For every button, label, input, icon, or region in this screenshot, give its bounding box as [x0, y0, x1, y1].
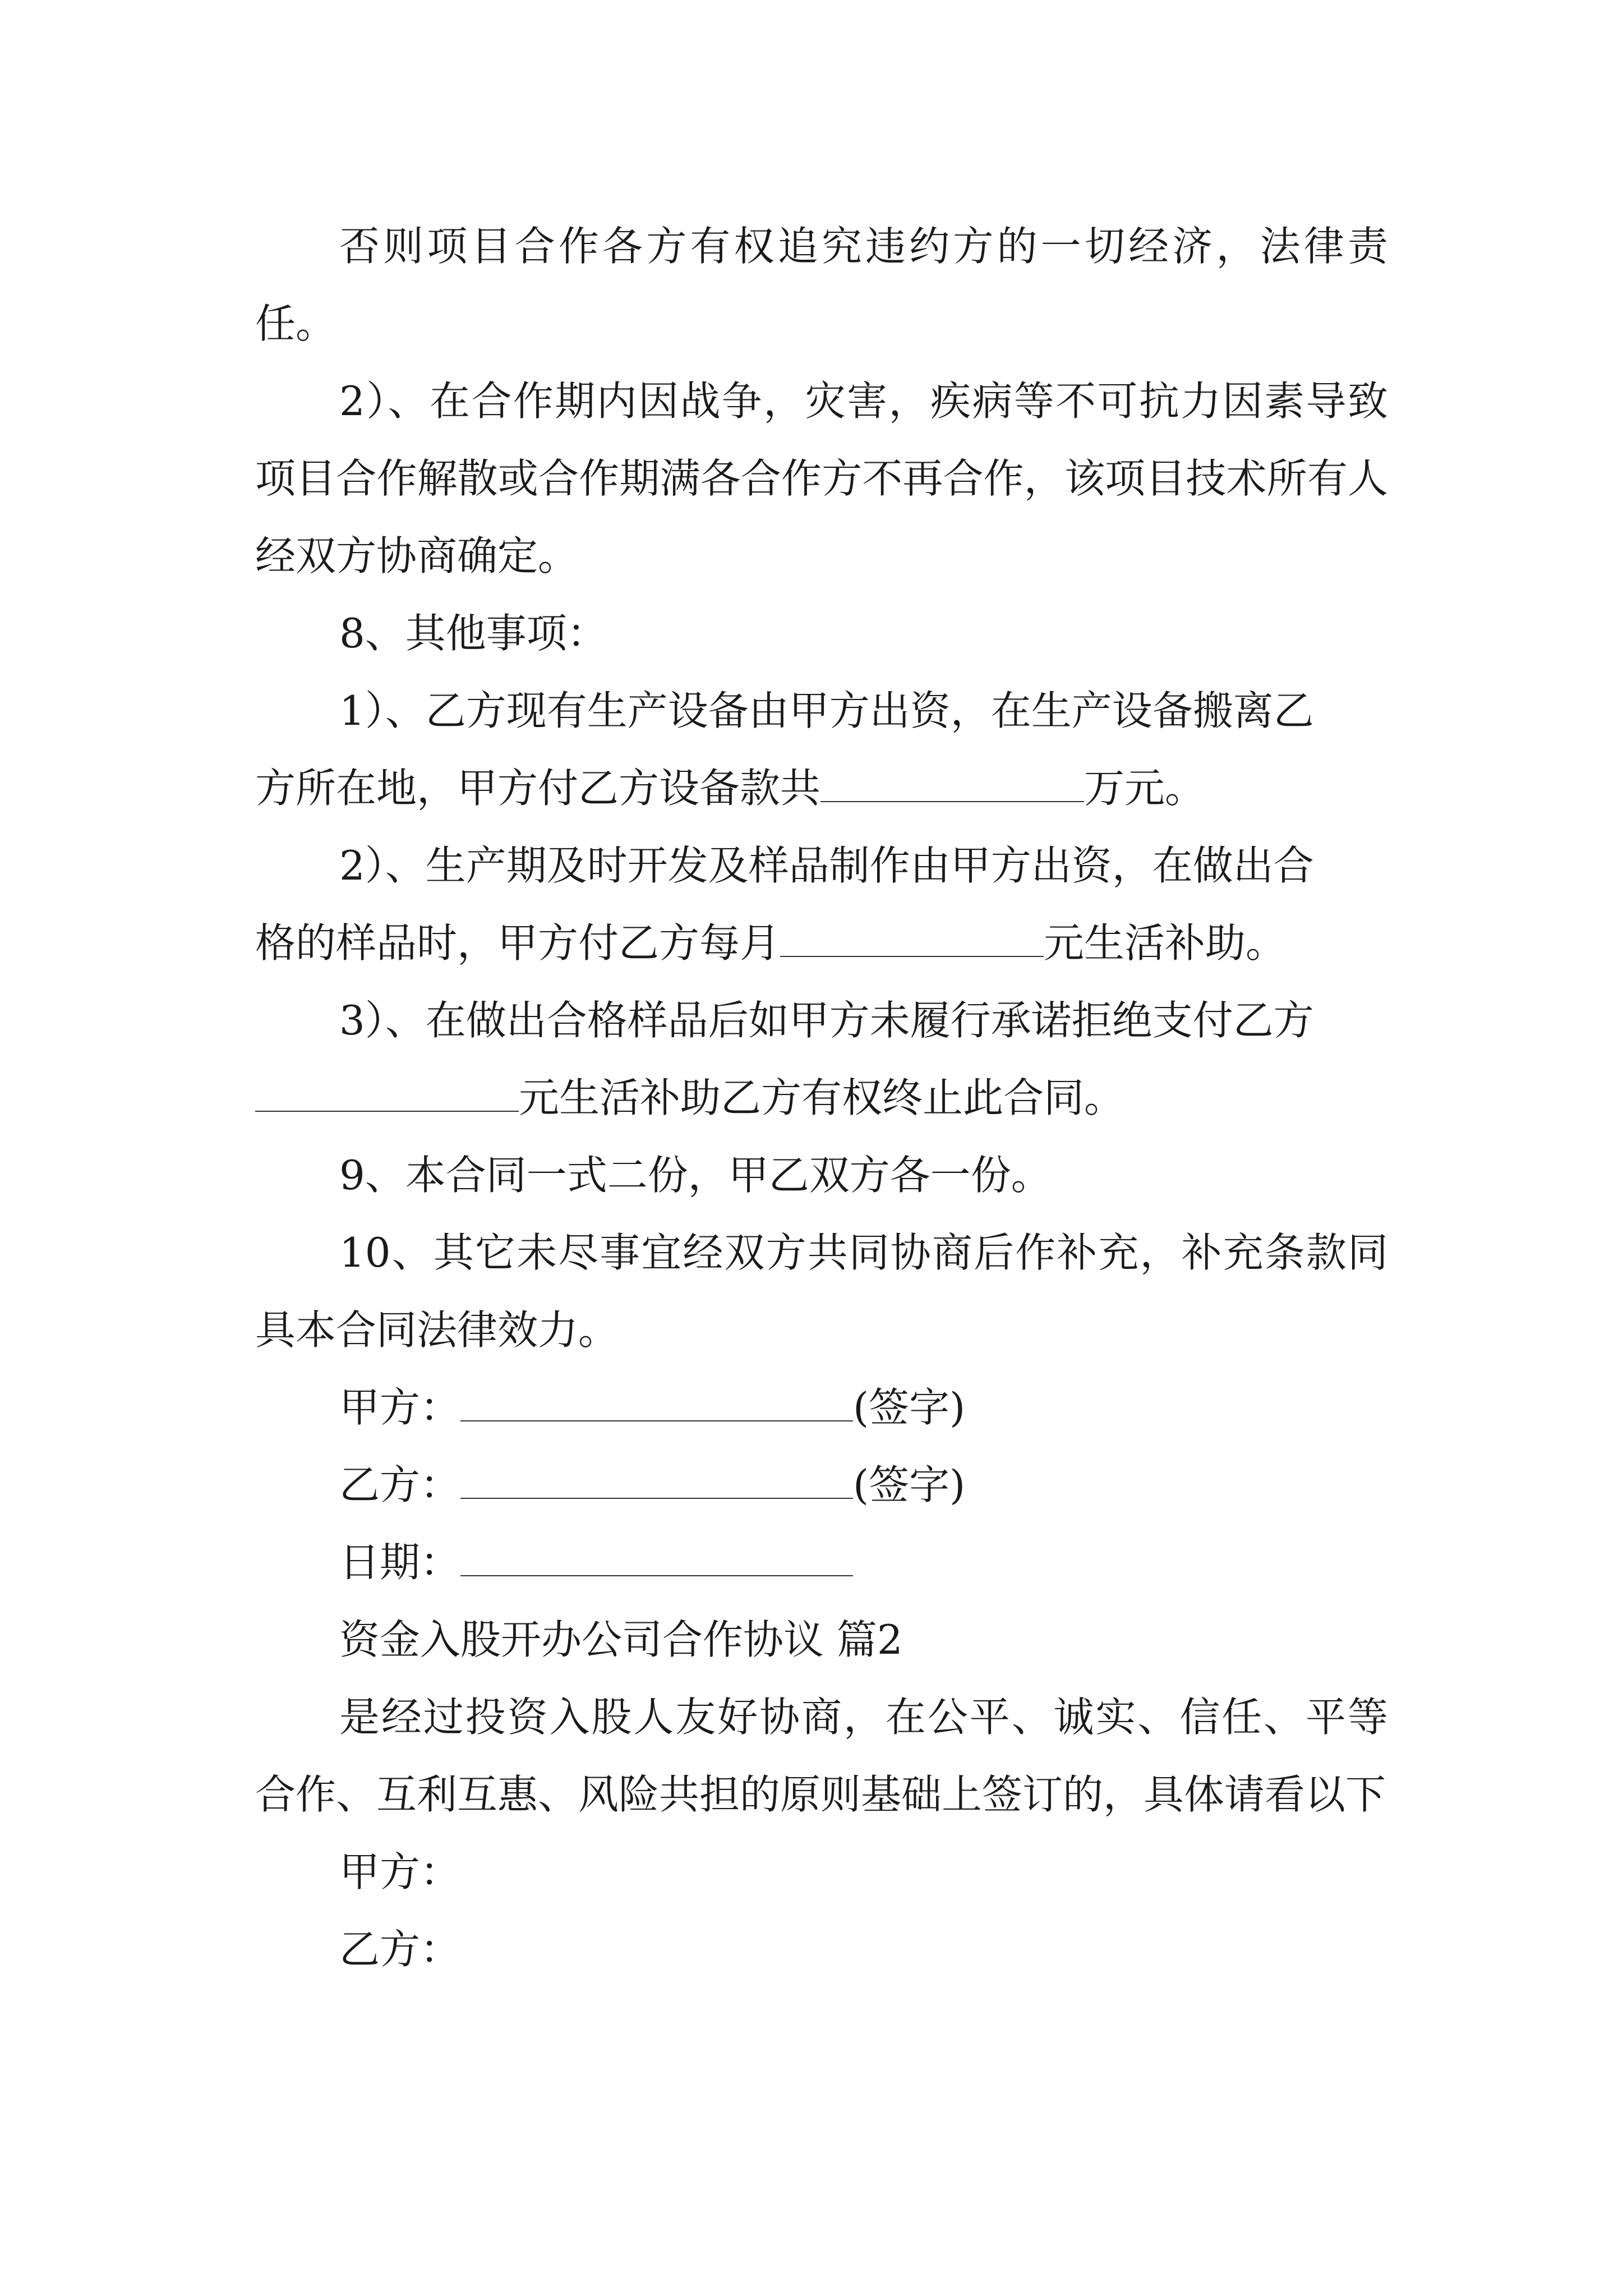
paragraph-copies: 9、本合同一式二份，甲乙双方各一份。	[339, 1152, 1052, 1199]
document-body	[255, 208, 1388, 1988]
clause-termination-line1: 3）、在做出合格样品后如甲方未履行承诺拒绝支付乙方	[339, 997, 1314, 1044]
clause-equipment-line2	[255, 749, 1388, 827]
party-b-label: 乙方：	[339, 1926, 461, 1973]
paragraph-intro: 是经过投资入股人友好协商，在公平、诚实、信任、平等合作、互利互惠、风险共担的原则基础上签订的，具体请看以下	[255, 1694, 1388, 1818]
paragraph-force-majeure: 2）、在合作期内因战争，灾害，疾病等不可抗力因素导致项目合作解散或合作期满各合作方不再合作，该项目技术所有人经双方协商确定。	[255, 378, 1388, 579]
equipment-amount-blank[interactable]	[820, 769, 1084, 802]
clause-allowance-line2	[255, 904, 1388, 982]
clause-allowance-text: 格的样品时，甲方付乙方每月	[255, 919, 781, 967]
signature-party-a-blank[interactable]	[460, 1388, 853, 1421]
signature-date-blank[interactable]	[460, 1543, 853, 1576]
clause-allowance-unit: 元生活补助。	[1044, 919, 1287, 967]
termination-amount-blank[interactable]	[255, 1078, 519, 1112]
clause-allowance-line1: 2）、生产期及时开发及样品制作由甲方出资，在做出合	[339, 842, 1314, 889]
signature-party-a-label: 甲方：	[339, 1384, 461, 1431]
signature-date	[255, 1524, 1388, 1601]
signature-party-b	[255, 1446, 1388, 1524]
signature-party-b-label: 乙方：	[339, 1461, 461, 1508]
clause-equipment-text: 方所在地，甲方付乙方设备款共	[255, 765, 821, 812]
clause-equipment-line1: 1）、乙方现有生产设备由甲方出资，在生产设备搬离乙	[339, 687, 1314, 734]
allowance-amount-blank[interactable]	[780, 923, 1044, 957]
paragraph-supplement: 10、其它未尽事宜经双方共同协商后作补充，补充条款同具本合同法律效力。	[255, 1229, 1388, 1354]
party-a-label: 甲方：	[339, 1848, 461, 1895]
section-title: 资金入股开办公司合作协议 篇2	[339, 1616, 903, 1663]
clause-equipment-unit: 万元。	[1084, 765, 1206, 812]
clause-termination	[255, 982, 1388, 1137]
heading-other-matters: 8、其他事项：	[339, 610, 607, 657]
clause-equipment-payment	[255, 672, 1388, 827]
signature-party-b-blank[interactable]	[460, 1465, 853, 1499]
clause-living-allowance	[255, 827, 1388, 982]
signature-date-label: 日期：	[339, 1539, 461, 1586]
signature-party-b-suffix: (签字)	[853, 1461, 966, 1508]
signature-party-a	[255, 1369, 1388, 1446]
clause-termination-text: 元生活补助乙方有权终止此合同。	[519, 1074, 1125, 1121]
signature-party-a-suffix: (签字)	[853, 1384, 966, 1431]
clause-termination-line2	[255, 1059, 1388, 1137]
paragraph-liability: 否则项目合作各方有权追究违约方的一切经济，法律责任。	[255, 223, 1388, 347]
